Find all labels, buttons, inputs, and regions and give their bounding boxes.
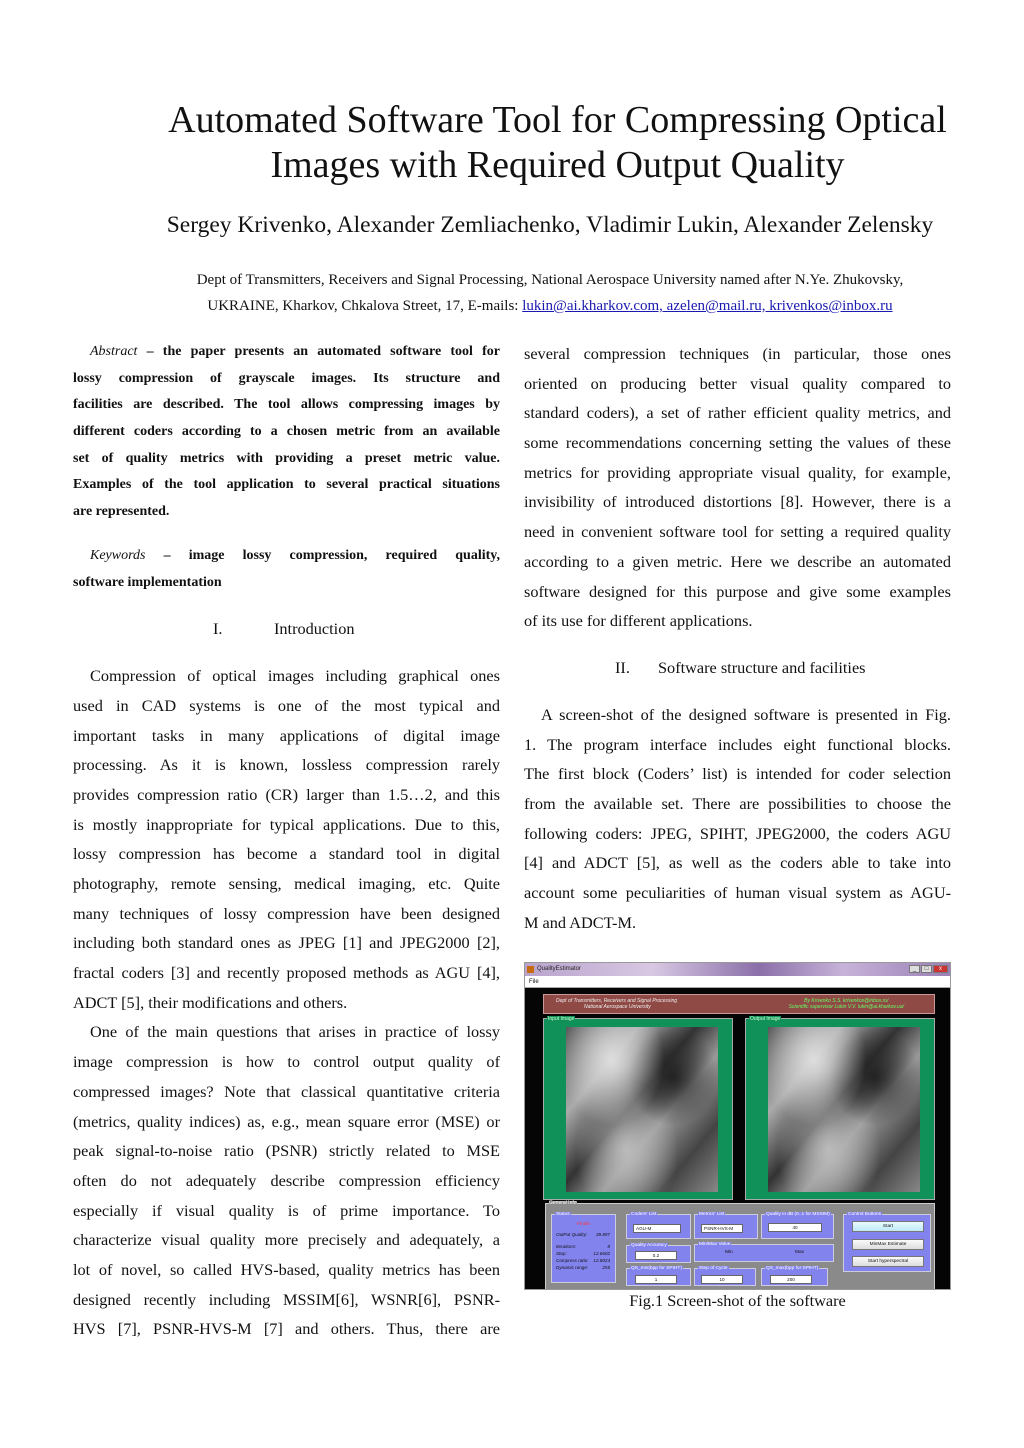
text-line: image compression is how to control output quality of — [73, 1052, 500, 1072]
text-line: several compression techniques (in particular, those ones — [524, 344, 951, 363]
text-line: software designed for this purpose and give some examples — [524, 581, 951, 601]
general-info-panel — [545, 1200, 935, 1290]
coder-select[interactable]: AGU-M — [633, 1224, 681, 1233]
text-line: fractal coders [3] and recently proposed methods as AGU [4], — [73, 963, 500, 983]
header-panel — [543, 994, 935, 1014]
header-right — [789, 998, 904, 1010]
coders-label: Coders' List — [631, 1212, 657, 1217]
quality-box — [761, 1214, 834, 1239]
max-value: Max — [795, 1250, 805, 1255]
status-state: Finish — [577, 1222, 590, 1227]
start-hyperspectral-button[interactable]: Start hyperspectral — [852, 1256, 924, 1267]
coders-list-box — [626, 1214, 691, 1239]
paragraph — [73, 661, 500, 1017]
text: – image lossy compression, required quality, — [145, 547, 500, 563]
value: 12.8024 — [593, 1258, 610, 1263]
section-2-heading — [524, 653, 951, 683]
text-line: account some peculiarities of human visual system as AGU- — [524, 883, 951, 902]
output-image — [768, 1027, 920, 1192]
left-column — [73, 339, 500, 1344]
input-image-label: Input Image — [548, 1016, 575, 1022]
start-button[interactable]: Start — [852, 1221, 924, 1232]
min-value: Min — [725, 1250, 733, 1255]
output-image-label: Output Image — [750, 1016, 781, 1022]
input-image — [566, 1027, 718, 1192]
accuracy-input[interactable]: 0.2 — [635, 1251, 677, 1260]
text-line: lossy compression has become a standard tool in digital — [73, 844, 500, 864]
close-icon[interactable]: x — [933, 965, 948, 973]
section-2-body — [524, 700, 951, 938]
introduction-body — [73, 661, 500, 1344]
general-info-label: General Info — [549, 1200, 577, 1206]
title-line-1: Automated Software Tool for Compressing Optical — [168, 99, 947, 141]
text-line: characterize visual quality more precisely and adequately, a — [73, 1230, 500, 1250]
section-1-heading — [73, 614, 500, 644]
text-line: peak signal-to-noise ratio (PSNR) strictly related to MSE — [73, 1141, 500, 1161]
value: 12.6602 — [593, 1251, 610, 1256]
label: OutPut Quality: — [556, 1232, 588, 1237]
window-title: QualityEstimator — [537, 966, 582, 972]
text-line: provides compression ratio (CR) larger than 1.5…2, and this — [73, 784, 500, 804]
text-line: HVS [7], PSNR-HVS-M [7] and others. Thus, there are — [73, 1319, 500, 1339]
step-cycle-box — [694, 1268, 756, 1286]
minmax-box — [694, 1244, 834, 1262]
text-line: photography, remote sensing, medical imaging, etc. Quite — [73, 874, 500, 893]
text-line: is mostly inappropriate for typical applications. Due to this, — [73, 814, 500, 834]
qsmax-box — [761, 1268, 828, 1286]
header-left — [556, 998, 677, 1010]
text-line: are represented. — [73, 504, 170, 520]
text-line — [73, 543, 500, 570]
status-row — [556, 1244, 610, 1249]
qsmin-input[interactable]: 1 — [635, 1275, 677, 1284]
text-line: some recommendations concerning setting the values of these — [524, 433, 951, 453]
text-line: [4] and ADCT [5], as well as the coders able to take into — [524, 853, 951, 873]
label: Keywords — [90, 547, 146, 563]
section-number: II. — [615, 657, 630, 677]
figure-caption: Fig.1 Screen-shot of the software — [629, 1291, 846, 1310]
status-row — [556, 1232, 610, 1237]
control-buttons-box — [843, 1214, 931, 1272]
section-title: Software structure and facilities — [658, 657, 866, 677]
label: Iterations: — [556, 1244, 577, 1249]
status-row — [556, 1258, 610, 1263]
text-line: following coders: JPEG, SPIHT, JPEG2000, the coders AGU — [524, 823, 951, 843]
header-supervisor: Scientific supervisor Lukin V.V. lukin@ai.kharkov.ua/ — [788, 1004, 904, 1010]
text-line: used in CAD systems is one of the most typical and — [73, 695, 500, 715]
text-line — [73, 339, 500, 366]
text-line: (metrics, quality indices) as, e.g., mean square error (MSE) or — [73, 1111, 500, 1131]
right-column — [524, 339, 951, 937]
abstract — [73, 339, 500, 526]
text-line: lot of novel, so called HVS-based, quality metrics has been — [73, 1259, 500, 1279]
menu-bar — [525, 976, 950, 988]
qsmax-label: QS_max(bpp for SPIHT) — [766, 1266, 819, 1271]
app-icon — [527, 966, 534, 973]
text-line: standard coders), a set of rather efficient quality metrics, and — [524, 403, 951, 423]
text-line: The first block (Coders’ list) is intended for coder selection — [524, 764, 951, 784]
value: 8 — [607, 1244, 610, 1249]
input-image-panel — [543, 1018, 733, 1200]
continued-paragraph — [524, 339, 951, 636]
text-line: oriented on producing better visual quality compared to — [524, 373, 951, 393]
header-univ: National Aerospace University — [584, 1004, 651, 1010]
header-dept: Dept of Transmitters, Receivers and Signal Processing — [556, 998, 678, 1004]
metrics-label: Metrics' List — [699, 1212, 725, 1217]
title-line-2: Images with Required Output Quality — [270, 144, 845, 186]
affiliation-line-2 — [100, 298, 1000, 315]
text-line: A screen-shot of the designed software is presented in Fig. — [541, 704, 951, 724]
text-line: compressed images? Note that classical quantitative criteria — [73, 1081, 500, 1101]
text-line: metrics for providing appropriate visual quality, for example, — [524, 462, 951, 482]
section-number: I. — [213, 619, 223, 639]
figure-screenshot — [524, 962, 951, 1290]
qsmin-box — [626, 1268, 691, 1286]
window-title-bar — [525, 963, 950, 976]
minimize-icon[interactable]: _ — [909, 965, 920, 973]
text-line: often do not adequately describe compression efficiency — [73, 1170, 500, 1190]
text-line: ADCT [5], their modifications and others. — [73, 992, 348, 1012]
text-line: processing. As it is known, lossless compression rarely — [73, 755, 500, 775]
email-links[interactable]: lukin@ai.kharkov.com, azelen@mail.ru, krivenkos@inbox.ru — [522, 298, 893, 314]
text-line: from the available set. There are possibilities to choose the — [524, 793, 951, 813]
value: 255 — [602, 1265, 610, 1270]
text-line: designed recently including MSSIM[6], WSNR[6], PSNR- — [73, 1289, 500, 1309]
minmax-label: Min/Max Value — [699, 1242, 731, 1247]
control-label: Control Buttons — [848, 1212, 882, 1217]
text-line: software implementation — [73, 574, 222, 590]
step-cycle-input[interactable]: 10 — [701, 1275, 743, 1284]
keywords — [73, 543, 500, 596]
text-line: lossy compression of grayscale images. Its structure and — [73, 370, 500, 386]
text-line: set of quality metrics with providing a preset metric value. — [73, 450, 500, 466]
label: Step: — [556, 1251, 567, 1256]
accuracy-box — [626, 1245, 691, 1263]
text-line: according to a given metric. Here we describe an automated — [524, 551, 951, 571]
text-line: especially if visual quality is of prime importance. To — [73, 1200, 500, 1220]
text-line: One of the main questions that arises in practice of lossy — [90, 1022, 500, 1042]
text-line: need in convenient software tool for setting a required quality — [524, 522, 951, 542]
header-author: By Krivenko S.S. krivenkos@inbox.ru/ — [804, 998, 889, 1004]
quality-input[interactable]: 40 — [768, 1223, 822, 1232]
text-line: facilities are described. The tool allows compressing images by — [73, 397, 500, 413]
step-cycle-label: Step of Cycle — [699, 1266, 728, 1271]
status-box — [551, 1214, 616, 1283]
label: Compress ratio: — [556, 1258, 589, 1263]
metric-select[interactable]: PSNR-HVS-M — [701, 1224, 743, 1233]
paper-title — [140, 98, 975, 188]
status-row — [556, 1251, 610, 1256]
metrics-list-box — [694, 1214, 758, 1239]
text-line: Compression of optical images including graphical ones — [90, 666, 500, 686]
text-line: important tasks in many applications of digital image — [73, 725, 500, 745]
value: 39.897 — [595, 1232, 610, 1237]
minmax-estimate-button[interactable]: MinMax Estimate — [852, 1239, 924, 1250]
label: Dynamic range: — [556, 1265, 589, 1270]
qsmax-input[interactable]: 200 — [770, 1275, 812, 1284]
text-line: Examples of the tool application to several practical situations — [73, 477, 500, 493]
qsmin-label: QS_min(bpp for SPIHT) — [631, 1266, 682, 1271]
label: Abstract — [90, 344, 138, 359]
maximize-icon[interactable]: □ — [921, 965, 932, 973]
text-line: many techniques of lossy compression have been designed — [73, 903, 500, 923]
text-line: of its use for different applications. — [524, 611, 753, 631]
text-line: M and ADCT-M. — [524, 912, 637, 932]
text: – the paper presents an automated software tool for — [137, 344, 500, 359]
affiliation-prefix: UKRAINE, Kharkov, Chkalova Street, 17, E-mails: — [207, 298, 523, 314]
status-row — [556, 1265, 610, 1270]
menu-file[interactable]: File — [529, 979, 539, 985]
text-line: invisibility of introduced distortions [8]. However, there is a — [524, 492, 951, 512]
paragraph — [73, 1017, 500, 1344]
accuracy-label: Quality Accuracy — [631, 1243, 667, 1248]
section-title: Introduction — [274, 619, 355, 639]
output-image-panel — [745, 1018, 935, 1200]
authors: Sergey Krivenko, Alexander Zemliachenko, Vladimir Lukin, Alexander Zelensky — [166, 212, 934, 238]
status-label: Status — [556, 1212, 570, 1217]
text-line: including both standard ones as JPEG [1] and JPEG2000 [2], — [73, 933, 500, 953]
quality-label: Quality in dB (0..1 for MSSIM) — [766, 1212, 830, 1217]
affiliation-line-1: Dept of Transmitters, Receivers and Signal Processing, National Aerospace University named after N.Ye. Zhukovsky, — [196, 272, 904, 288]
text-line: different coders according to a chosen metric from an available — [73, 424, 500, 440]
text-line: 1. The program interface includes eight functional blocks. — [524, 734, 951, 754]
